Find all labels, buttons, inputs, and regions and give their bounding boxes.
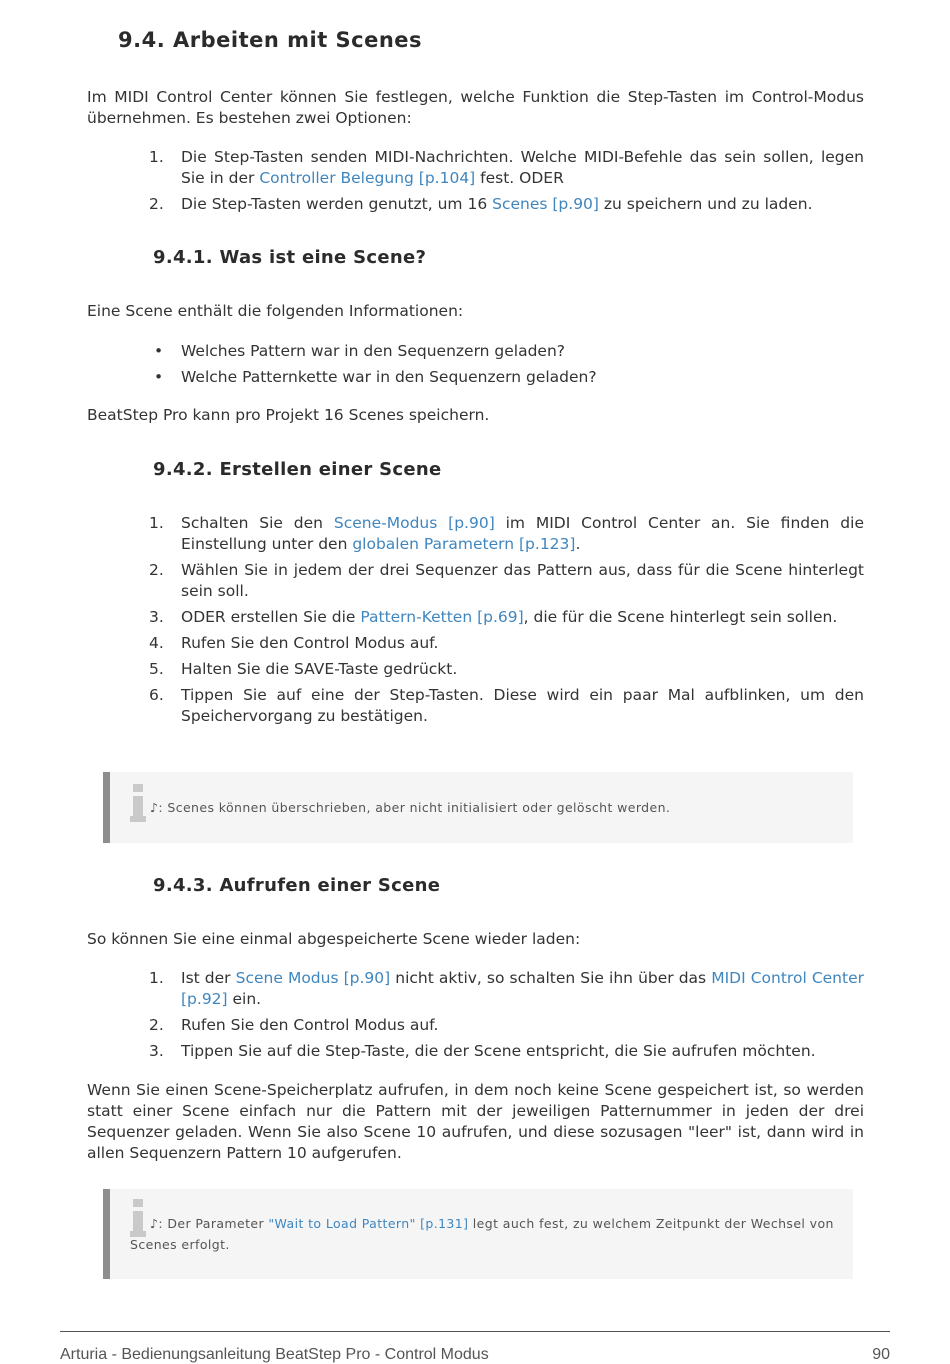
link-scenes[interactable]: Scenes [p.90] — [492, 195, 599, 213]
subsection-1-outro: BeatStep Pro kann pro Projekt 16 Scenes speichern. — [87, 406, 490, 424]
list-item: 1. Die Step-Tasten senden MIDI-Nachrichten. Welche MIDI-Befehle das sein sollen, legen Sie in der Controller Belegung [p.104] fest. ODER — [149, 148, 864, 187]
link-controller-belegung[interactable]: Controller Belegung [p.104] — [259, 169, 476, 187]
link-scene-modus-2[interactable]: Scene Modus [p.90] — [235, 969, 391, 987]
footer-divider — [60, 1331, 890, 1332]
info-note-1 — [103, 772, 853, 843]
list-item: 5. Halten Sie die SAVE-Taste gedrückt. — [149, 660, 458, 678]
list-item: 2. Rufen Sie den Control Modus auf. — [149, 1016, 439, 1034]
list-item: 4. Rufen Sie den Control Modus auf. — [149, 634, 439, 652]
link-globale-parameter[interactable]: globalen Parametern [p.123] — [352, 535, 576, 553]
list-item: 1. Schalten Sie den Scene-Modus [p.90] im MIDI Control Center an. Sie finden die Einstellung unter den globalen Parametern [p.123]. — [149, 514, 864, 553]
list-item: 2. Die Step-Tasten werden genutzt, um 16 Scenes [p.90] zu speichern und zu laden. — [149, 195, 813, 213]
bullet-icon: • — [154, 342, 164, 360]
subsection-3-intro: So können Sie eine einmal abgespeicherte Scene wieder laden: — [87, 930, 581, 948]
page-footer — [60, 1346, 890, 1364]
recall-scene-steps — [87, 968, 864, 1067]
list-item: 6. Tippen Sie auf eine der Step-Tasten. Diese wird ein paar Mal aufblinken, um den Speichervorgang zu bestätigen. — [149, 686, 864, 725]
bullet-icon: • — [154, 368, 164, 386]
subsection-1-intro: Eine Scene enthält die folgenden Informationen: — [87, 302, 464, 320]
list-item: 3. ODER erstellen Sie die Pattern-Ketten [p.69], die für die Scene hinterlegt sein sollen. — [149, 608, 838, 626]
list-item: 1. Ist der Scene Modus [p.90] nicht aktiv, so schalten Sie ihn über das MIDI Control Center [p.92] ein. — [149, 969, 864, 1008]
note-text: ♪: Der Parameter "Wait to Load Pattern" [p.131] legt auch fest, zu welchem Zeitpunkt der Wechsel von Scenes erfolgt. — [130, 1216, 834, 1252]
note-text: ♪: Scenes können überschrieben, aber nicht initialisiert oder gelöscht werden. — [150, 800, 671, 815]
scene-info-list — [87, 341, 864, 393]
subsection-title-3: 9.4.3. Aufrufen einer Scene — [153, 875, 441, 896]
link-scene-modus[interactable]: Scene-Modus [p.90] — [333, 514, 495, 532]
subsection-title-1: 9.4.1. Was ist eine Scene? — [153, 247, 427, 268]
subsection-3-outro: Wenn Sie einen Scene-Speicherplatz aufrufen, in dem noch keine Scene gespeichert ist, so werden statt einer Scene einfach nur die Pattern mit der jeweiligen Patternummer in jeden der drei Sequenzer geladen. Wenn Sie also Scene 10 aufrufen, und diese sozusagen "leer" ist, dann wird in allen Sequenzern Pattern 10 aufgerufen. — [87, 1081, 864, 1162]
list-item: • Welches Pattern war in den Sequenzern geladen? — [154, 342, 566, 360]
info-note-2 — [103, 1189, 853, 1279]
footer-text: Arturia - Bedienungsanleitung BeatStep Pro - Control Modus — [60, 1346, 489, 1363]
info-icon — [130, 784, 150, 824]
list-item: 2. Wählen Sie in jedem der drei Sequenzer das Pattern aus, dass für die Scene hinterlegt sein soll. — [149, 561, 864, 600]
list-item: • Welche Patternkette war in den Sequenzern geladen? — [154, 368, 597, 386]
link-wait-to-load-pattern[interactable]: "Wait to Load Pattern" [p.131] — [268, 1216, 469, 1231]
section-title: 9.4. Arbeiten mit Scenes — [118, 28, 423, 52]
link-midi-control-center[interactable]: MIDI Control Center [p.92] — [181, 969, 864, 1008]
section-intro: Im MIDI Control Center können Sie festlegen, welche Funktion die Step-Tasten im Control-Modus übernehmen. Es bestehen zwei Optionen: — [87, 88, 864, 127]
create-scene-steps — [87, 513, 864, 732]
options-list — [87, 147, 864, 220]
subsection-title-2: 9.4.2. Erstellen einer Scene — [153, 459, 442, 480]
page-number: 90 — [872, 1346, 890, 1363]
list-item: 3. Tippen Sie auf die Step-Taste, die der Scene entspricht, die Sie aufrufen möchten. — [149, 1042, 816, 1060]
link-pattern-ketten[interactable]: Pattern-Ketten [p.69] — [360, 608, 524, 626]
